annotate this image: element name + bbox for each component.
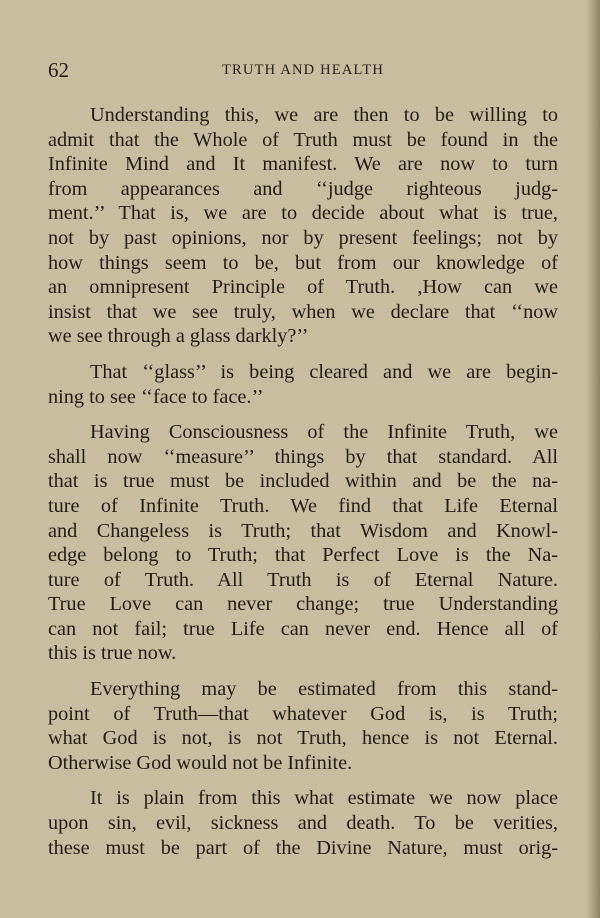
text-line: ture of Truth. All Truth is of Eternal Nature. — [48, 568, 558, 591]
text-line: admit that the Whole of Truth must be found in the — [48, 128, 558, 151]
text-line: and Changeless is Truth; that Wisdom and Knowl- — [48, 519, 558, 542]
text-line: Having Consciousness of the Infinite Truth, we — [90, 421, 558, 444]
text-line: from appearances and ‘‘judge righteous judg- — [48, 177, 558, 200]
text-line: That ‘‘glass’’ is being cleared and we are begin- — [90, 360, 558, 383]
page-number: 62 — [48, 58, 69, 82]
text-line: these must be part of the Divine Nature, must orig- — [48, 836, 558, 859]
text-line: edge belong to Truth; that Perfect Love is the Na- — [48, 544, 558, 567]
paragraph — [48, 360, 558, 409]
text-line: True Love can never change; true Understanding — [48, 593, 558, 616]
page-body — [48, 103, 558, 871]
text-line: Otherwise God would not be Infinite. — [48, 751, 353, 774]
text-line: this is true now. — [48, 642, 177, 665]
text-line: not by past opinions, nor by present feelings; not by — [48, 226, 558, 249]
text-line: an omnipresent Principle of Truth. ,How can we — [48, 276, 558, 299]
paragraph — [48, 786, 558, 860]
paragraph — [48, 677, 558, 775]
running-title: TRUTH AND HEALTH — [221, 62, 385, 78]
text-line: that is true must be included within and be the na- — [48, 470, 558, 493]
text-line: we see through a glass darkly?’’ — [48, 325, 309, 348]
text-line: shall now ‘‘measure’’ things by that standard. All — [48, 445, 558, 468]
text-line: insist that we see truly, when we declare that ‘‘now — [48, 300, 558, 323]
text-line: ning to see ‘‘face to face.’’ — [48, 385, 264, 408]
text-line: ment.’’ That is, we are to decide about what is true, — [48, 202, 558, 225]
text-line: ture of Infinite Truth. We find that Life Eternal — [48, 494, 558, 517]
text-line: It is plain from this what estimate we now place — [90, 787, 558, 810]
text-line: Everything may be estimated from this stand- — [90, 678, 558, 701]
text-line: can not fail; true Life can never end. Hence all of — [48, 617, 558, 640]
page-edge-shadow — [586, 0, 600, 918]
text-line: upon sin, evil, sickness and death. To be verities, — [48, 812, 558, 835]
text-line: point of Truth—that whatever God is, is Truth; — [48, 702, 558, 725]
paragraph — [48, 103, 558, 349]
text-line: what God is not, is not Truth, hence is not Eternal. — [48, 727, 558, 750]
text-line: how things seem to be, but from our knowledge of — [48, 251, 558, 274]
paragraph — [48, 420, 558, 666]
text-line: Understanding this, we are then to be willing to — [90, 104, 558, 126]
page-header — [48, 58, 558, 86]
text-line: Infinite Mind and It manifest. We are now to turn — [48, 153, 558, 176]
